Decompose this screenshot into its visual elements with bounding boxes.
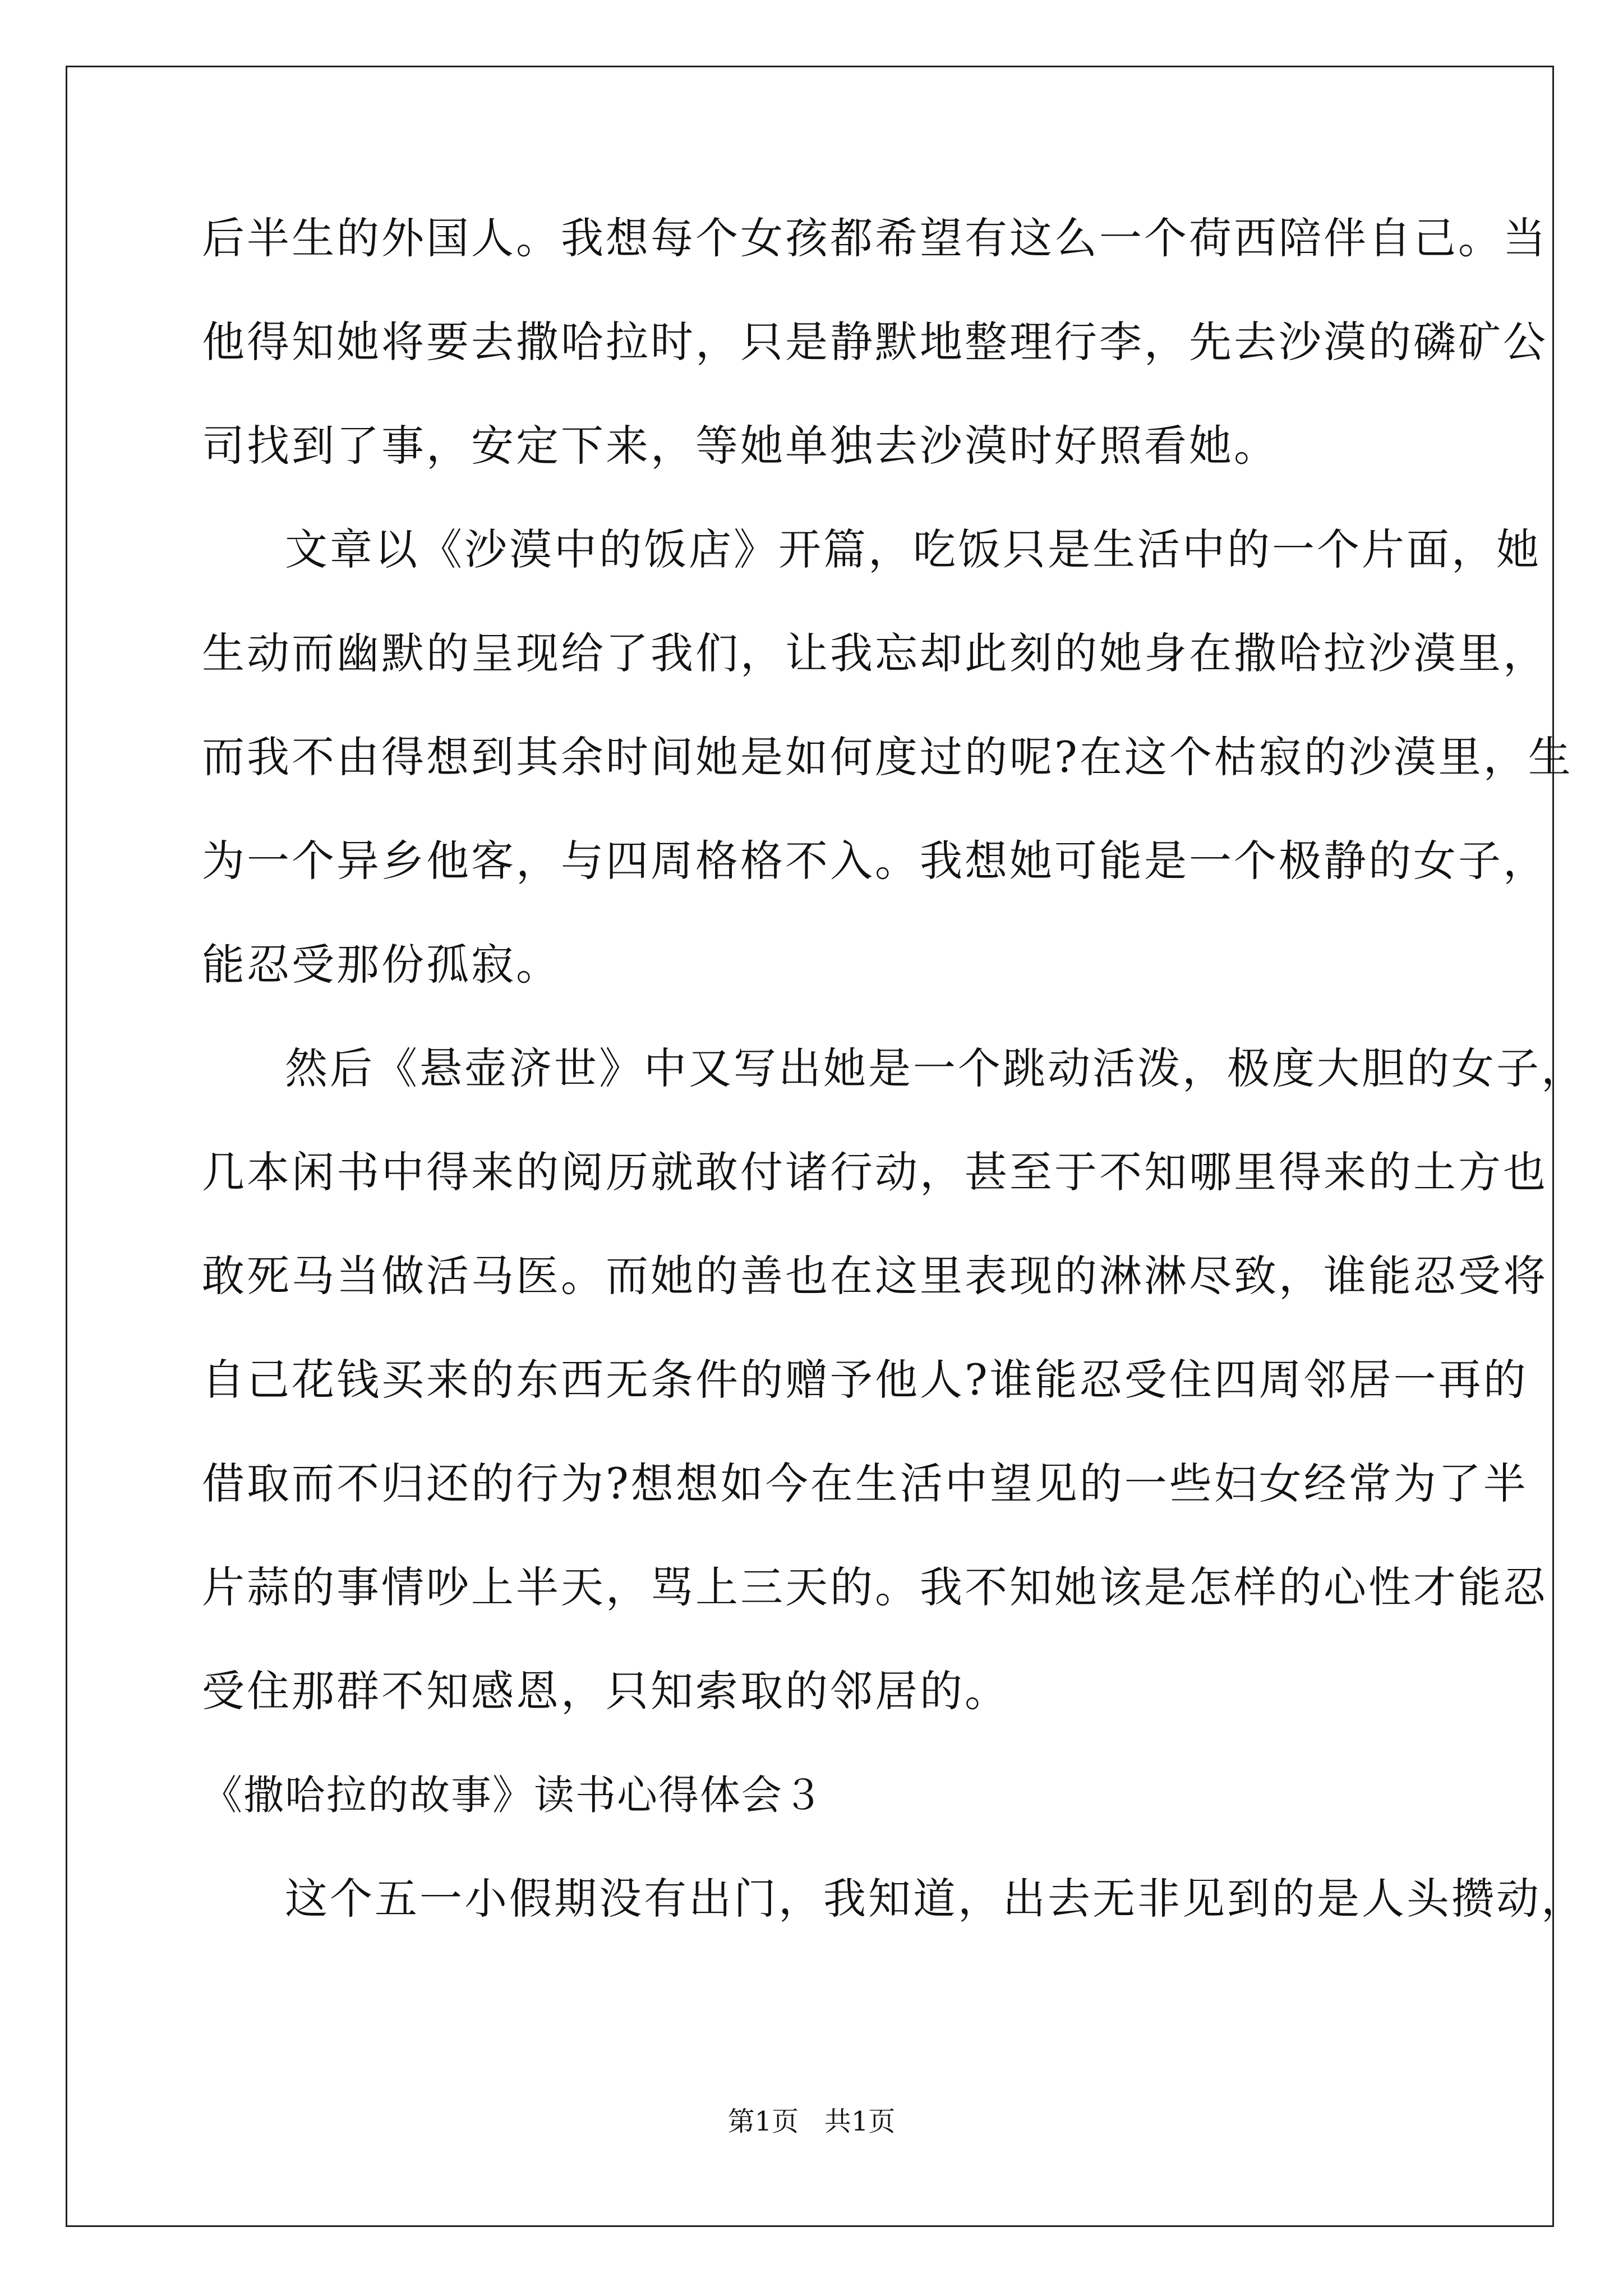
document-body <box>202 212 1586 1976</box>
text-line: 能忍受那份孤寂。 <box>202 940 561 990</box>
text-line: 文章以《沙漠中的饭店》开篇，吃饭只是生活中的一个片面，她 <box>285 524 1541 574</box>
text-line: 几本闲书中得来的阅历就敢付诸行动，甚至于不知哪里得来的土方也 <box>202 1147 1548 1197</box>
text-line: 这个五一小假期没有出门，我知道，出去无非见到的是人头攒动， <box>285 1874 1586 1924</box>
text-line: 他得知她将要去撒哈拉时，只是静默地整理行李，先去沙漠的磷矿公 <box>202 317 1548 367</box>
page-footer: 第1页 共1页 <box>727 2106 896 2137</box>
text-line: 后半生的外国人。我想每个女孩都希望有这么一个荷西陪伴自己。当 <box>202 213 1548 263</box>
section-heading: 《撒哈拉的故事》读书心得体会３ <box>202 1772 825 1819</box>
text-line: 然后《悬壶济世》中又写出她是一个跳动活泼，极度大胆的女子， <box>285 1043 1586 1093</box>
text-line: 而我不由得想到其余时间她是如何度过的呢?在这个枯寂的沙漠里，生 <box>202 732 1573 782</box>
text-line: 敢死马当做活马医。而她的善也在这里表现的淋淋尽致，谁能忍受将 <box>202 1251 1548 1301</box>
text-line: 生动而幽默的呈现给了我们，让我忘却此刻的她身在撒哈拉沙漠里， <box>202 628 1548 678</box>
text-line: 为一个异乡他客，与四周格格不入。我想她可能是一个极静的女子， <box>202 836 1548 886</box>
text-line: 受住那群不知感恩，只知索取的邻居的。 <box>202 1666 1009 1716</box>
text-line: 片蒜的事情吵上半天，骂上三天的。我不知她该是怎样的心性才能忍 <box>202 1562 1548 1612</box>
text-line: 司找到了事，安定下来，等她单独去沙漠时好照看她。 <box>202 421 1279 471</box>
text-line: 自己花钱买来的东西无条件的赠予他人?谁能忍受住四周邻居一再的 <box>202 1355 1528 1405</box>
text-line: 借取而不归还的行为?想想如今在生活中望见的一些妇女经常为了半 <box>202 1458 1528 1508</box>
